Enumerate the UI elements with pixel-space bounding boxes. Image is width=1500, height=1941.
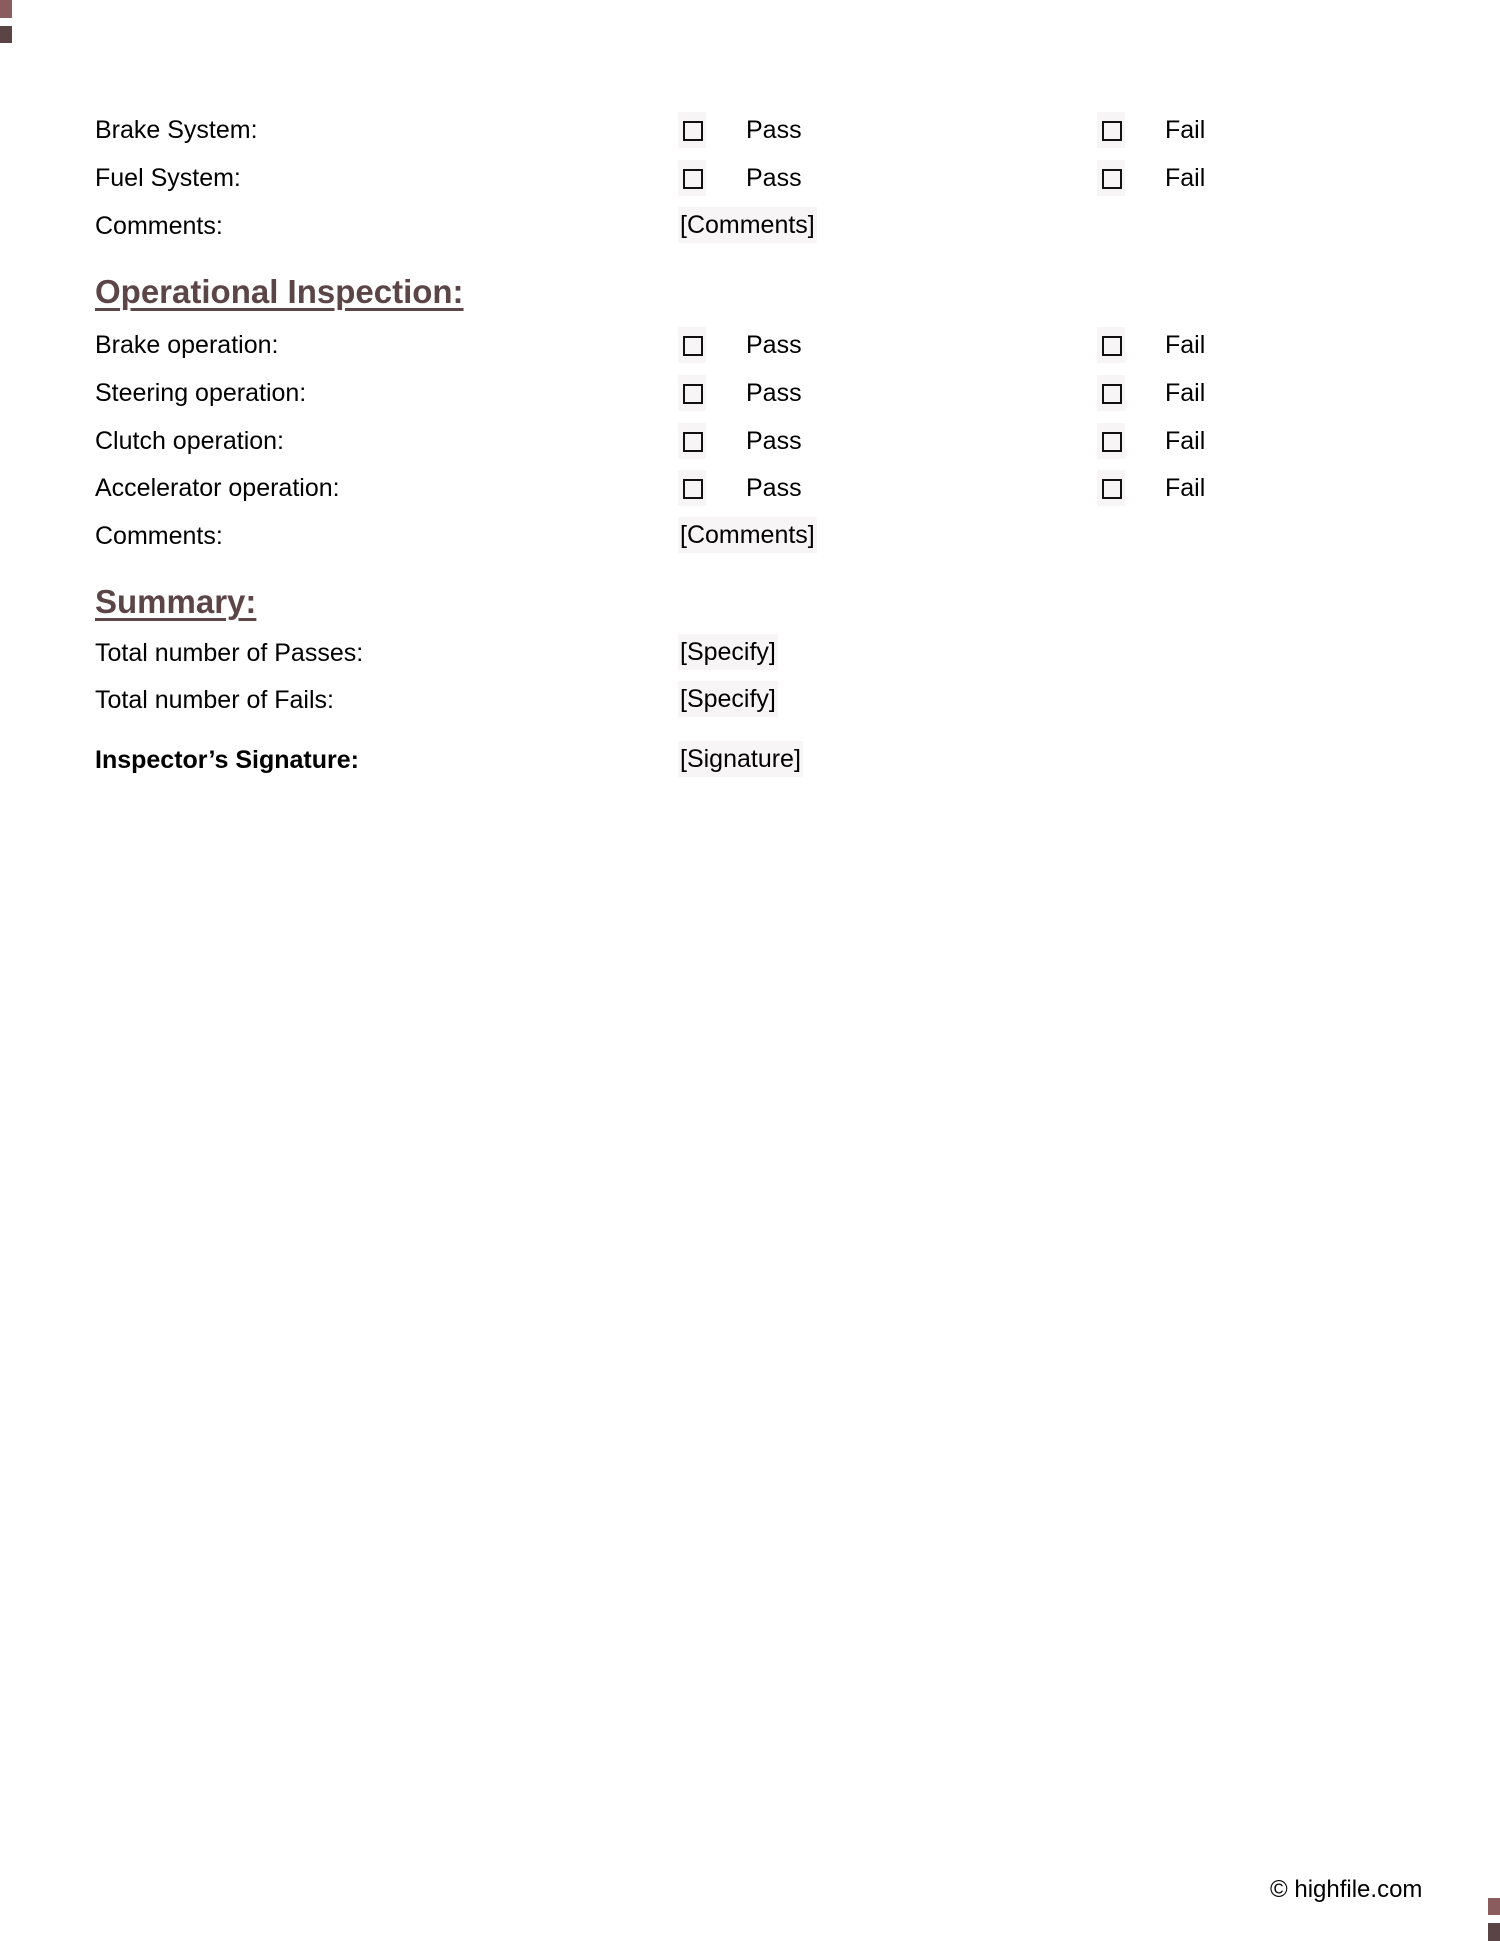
accelerator-operation-pass-checkbox[interactable] <box>678 470 706 506</box>
total-fails-field[interactable]: [Specify] <box>678 681 778 717</box>
accelerator-operation-fail-checkbox[interactable] <box>1097 470 1125 506</box>
signature-row <box>95 740 1395 780</box>
fuel-system-label: Fuel System: <box>95 164 241 192</box>
total-passes-label: Total number of Passes: <box>95 639 364 667</box>
total-fails-label: Total number of Fails: <box>95 686 334 714</box>
fuel-system-pass-label: Pass <box>746 164 802 192</box>
operational-comments-row <box>95 516 1395 556</box>
signature-label: Inspector’s Signature: <box>95 746 359 774</box>
system-comments-field[interactable]: [Comments] <box>678 207 817 243</box>
fuel-system-pass-checkbox[interactable] <box>678 160 706 196</box>
brake-operation-fail-label: Fail <box>1165 331 1206 359</box>
brake-system-pass-label: Pass <box>746 116 802 144</box>
corner-square-top-light <box>0 0 12 18</box>
checkbox-icon <box>683 479 703 499</box>
brake-operation-pass-label: Pass <box>746 331 802 359</box>
checkbox-icon <box>683 432 703 452</box>
accelerator-operation-pass-label: Pass <box>746 474 802 502</box>
total-fails-row <box>95 680 1395 720</box>
clutch-operation-label: Clutch operation: <box>95 427 285 455</box>
fuel-system-fail-label: Fail <box>1165 164 1206 192</box>
steering-operation-row <box>95 373 1395 413</box>
fuel-system-fail-checkbox[interactable] <box>1097 160 1125 196</box>
checkbox-icon <box>1102 479 1122 499</box>
clutch-operation-row <box>95 421 1395 461</box>
operational-inspection-heading: Operational Inspection: <box>95 273 464 310</box>
brake-operation-row <box>95 325 1395 365</box>
operational-comments-field[interactable]: [Comments] <box>678 517 817 553</box>
clutch-operation-pass-checkbox[interactable] <box>678 423 706 459</box>
operational-comments-label: Comments: <box>95 522 223 550</box>
steering-operation-fail-label: Fail <box>1165 379 1206 407</box>
corner-square-top-dark <box>0 26 12 43</box>
checkbox-icon <box>1102 432 1122 452</box>
steering-operation-pass-label: Pass <box>746 379 802 407</box>
checkbox-icon <box>683 121 703 141</box>
steering-operation-fail-checkbox[interactable] <box>1097 375 1125 411</box>
checkbox-icon <box>1102 169 1122 189</box>
checkbox-icon <box>683 336 703 356</box>
brake-system-row <box>95 110 1395 150</box>
brake-system-fail-label: Fail <box>1165 116 1206 144</box>
checkbox-icon <box>683 384 703 404</box>
clutch-operation-fail-label: Fail <box>1165 427 1206 455</box>
checkbox-icon <box>683 169 703 189</box>
accelerator-operation-row <box>95 468 1395 508</box>
checkbox-icon <box>1102 384 1122 404</box>
brake-system-fail-checkbox[interactable] <box>1097 112 1125 148</box>
brake-system-pass-checkbox[interactable] <box>678 112 706 148</box>
brake-operation-label: Brake operation: <box>95 331 279 359</box>
corner-square-bottom-light <box>1488 1898 1500 1915</box>
accelerator-operation-fail-label: Fail <box>1165 474 1206 502</box>
footer-copyright: © highfile.com <box>1270 1876 1423 1903</box>
brake-system-label: Brake System: <box>95 116 258 144</box>
steering-operation-pass-checkbox[interactable] <box>678 375 706 411</box>
total-passes-row <box>95 633 1395 673</box>
brake-operation-fail-checkbox[interactable] <box>1097 327 1125 363</box>
accelerator-operation-label: Accelerator operation: <box>95 474 340 502</box>
summary-heading: Summary: <box>95 583 257 620</box>
checkbox-icon <box>1102 336 1122 356</box>
total-passes-field[interactable]: [Specify] <box>678 634 778 670</box>
fuel-system-row <box>95 158 1395 198</box>
brake-operation-pass-checkbox[interactable] <box>678 327 706 363</box>
corner-square-bottom-dark <box>1488 1923 1500 1941</box>
steering-operation-label: Steering operation: <box>95 379 307 407</box>
clutch-operation-fail-checkbox[interactable] <box>1097 423 1125 459</box>
checkbox-icon <box>1102 121 1122 141</box>
signature-field[interactable]: [Signature] <box>678 741 803 777</box>
clutch-operation-pass-label: Pass <box>746 427 802 455</box>
system-comments-label: Comments: <box>95 212 223 240</box>
system-comments-row <box>95 206 1395 246</box>
